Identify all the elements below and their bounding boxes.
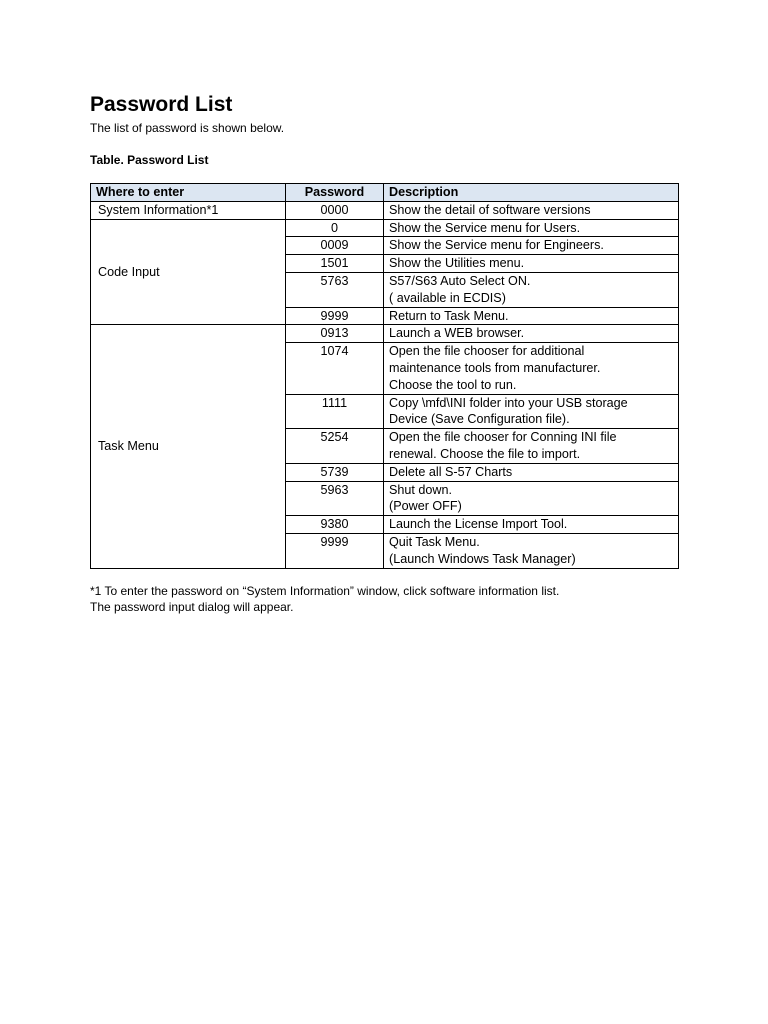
description-line: Show the Service menu for Users. [389, 220, 581, 235]
description-cell [384, 533, 679, 568]
where-to-enter-cell: Code Input [91, 219, 286, 325]
password-cell: 1074 [286, 343, 384, 394]
description-cell [384, 307, 679, 325]
description-cell [384, 219, 679, 237]
description-cell [384, 237, 679, 255]
description-line: Choose the tool to run. [389, 377, 517, 392]
table-header-row [91, 184, 679, 202]
description-line: Launch the License Import Tool. [389, 517, 568, 532]
header-description: Description [384, 184, 679, 202]
password-table [90, 183, 679, 569]
password-cell: 5739 [286, 463, 384, 481]
description-cell [384, 429, 679, 464]
footnote-line-2: The password input dialog will appear. [90, 599, 294, 614]
table-caption: Table. Password List [90, 153, 209, 167]
password-cell: 9999 [286, 307, 384, 325]
description-line: Device (Save Configuration file). [389, 412, 570, 427]
description-cell [384, 463, 679, 481]
table-row [91, 325, 679, 343]
document-page [90, 90, 690, 615]
description-cell [384, 255, 679, 273]
description-cell [384, 325, 679, 343]
description-cell [384, 272, 679, 307]
password-cell: 0009 [286, 237, 384, 255]
table-row [91, 219, 679, 237]
password-cell: 1501 [286, 255, 384, 273]
description-line: maintenance tools from manufacturer. [389, 360, 601, 375]
description-cell [384, 201, 679, 219]
description-cell [384, 481, 679, 516]
password-cell: 9380 [286, 516, 384, 534]
header-where-to-enter: Where to enter [91, 184, 286, 202]
header-password: Password [286, 184, 384, 202]
where-to-enter-cell: System Information*1 [91, 201, 286, 219]
footnote [90, 583, 690, 615]
description-line: Show the detail of software versions [389, 202, 591, 217]
description-line: Quit Task Menu. [389, 534, 480, 549]
description-cell [384, 516, 679, 534]
password-cell: 1111 [286, 394, 384, 429]
password-cell: 5963 [286, 481, 384, 516]
table-row [91, 201, 679, 219]
description-line: Delete all S-57 Charts [389, 464, 513, 479]
description-line: Show the Utilities menu. [389, 256, 525, 271]
password-cell: 0913 [286, 325, 384, 343]
description-line: renewal. Choose the file to import. [389, 446, 581, 461]
password-cell: 5254 [286, 429, 384, 464]
password-cell: 9999 [286, 533, 384, 568]
description-line: Launch a WEB browser. [389, 326, 525, 341]
description-line: Shut down. [389, 482, 453, 497]
footnote-line-1: *1 To enter the password on “System Information” window, click software information list. [90, 583, 560, 598]
password-cell: 5763 [286, 272, 384, 307]
where-to-enter-cell: Task Menu [91, 325, 286, 568]
description-line: Copy \mfd\INI folder into your USB storage [389, 395, 628, 410]
description-line: S57/S63 Auto Select ON. [389, 273, 531, 288]
description-line: Return to Task Menu. [389, 308, 509, 323]
password-cell: 0 [286, 219, 384, 237]
table-body [91, 201, 679, 568]
intro-text: The list of password is shown below. [90, 121, 285, 135]
description-line: Open the file chooser for additional [389, 344, 585, 359]
description-line: (Launch Windows Task Manager) [389, 551, 576, 566]
description-line: Open the file chooser for Conning INI file [389, 430, 617, 445]
description-cell [384, 394, 679, 429]
description-line: (Power OFF) [389, 499, 462, 514]
description-line: ( available in ECDIS) [389, 290, 506, 305]
password-cell: 0000 [286, 201, 384, 219]
description-cell [384, 343, 679, 394]
description-line: Show the Service menu for Engineers. [389, 238, 604, 253]
page-title: Password List [90, 93, 233, 116]
